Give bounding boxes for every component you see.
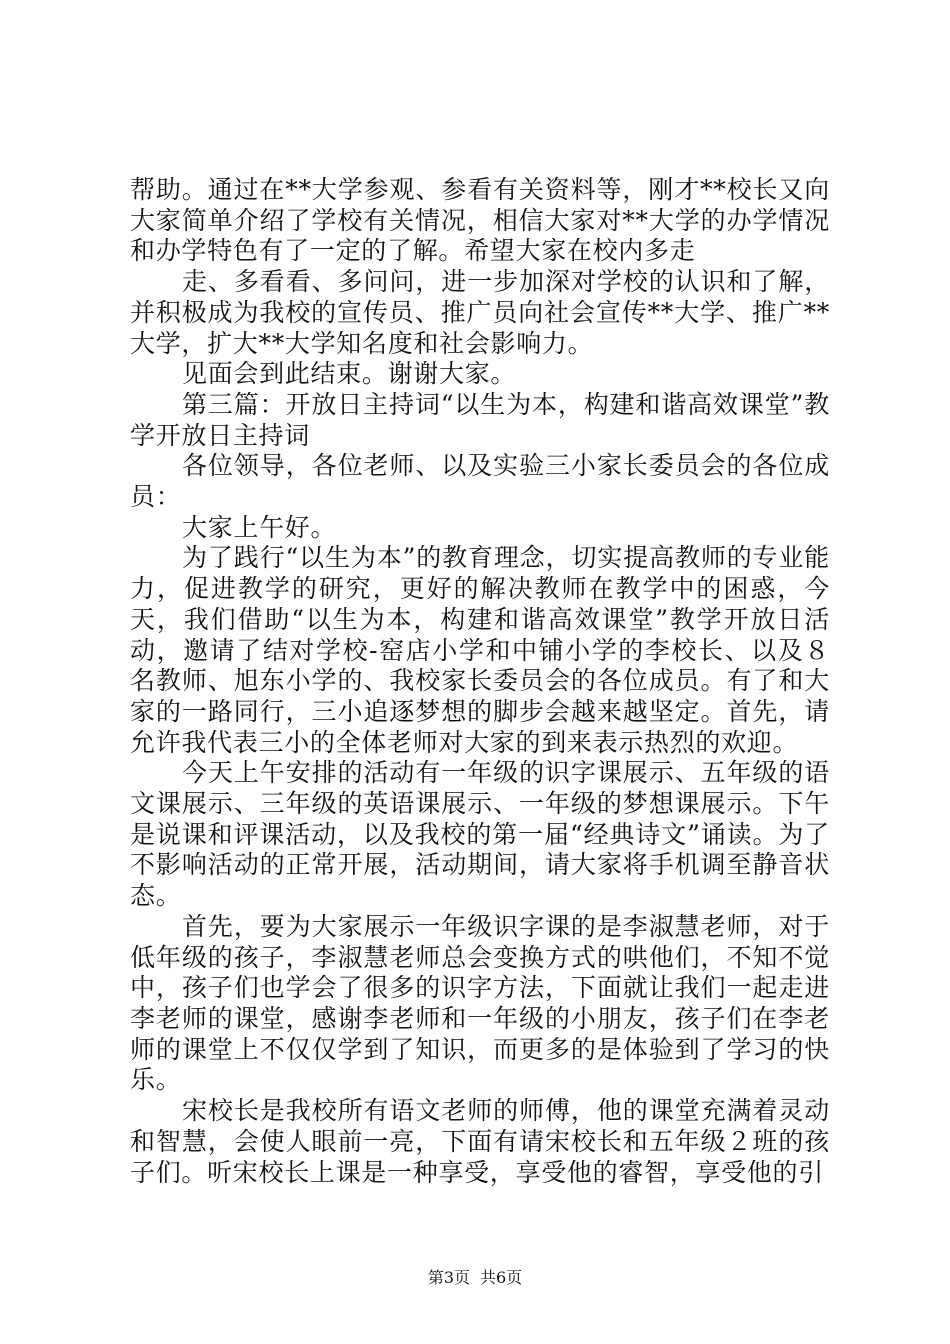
section-heading: 第三篇：开放日主持词“以生为本，构建和谐高效课堂”教学开放日主持词 — [130, 389, 830, 450]
paragraph-7: 为了践行“以生为本”的教育理念，切实提高教师的专业能力，促进教学的研究，更好的解决教师在教学中的困惑，今天，我们借助“以生为本，构建和谐高效课堂”教学开放日活动，邀请了结对学校-窑店小学和中铺小学的李校长、以及８名教师、旭东小学的、我校家长委员会的各位成员。有了和大家的一路同行，三小追逐梦想的脚步会越来越坚定。首先，请允许我代表三小的全体老师对大家的到来表示热烈的欢迎。 — [130, 543, 830, 757]
paragraph-8: 今天上午安排的活动有一年级的识字课展示、五年级的语文课展示、三年级的英语课展示、一年级的梦想课展示。下午是说课和评课活动，以及我校的第一届“经典诗文”诵读。为了不影响活动的正常开展，活动期间，请大家将手机调至静音状态。 — [130, 758, 830, 911]
paragraph-2: 走、多看看、多问问，进一步加深对学校的认识和了解，并积极成为我校的宣传员、推广员向社会宣传**大学、推广**大学，扩大**大学知名度和社会影响力。 — [130, 267, 830, 358]
paragraph-greeting: 大家上午好。 — [182, 512, 337, 542]
paragraph-1: 帮助。通过在**大学参观、参看有关资料等，刚才**校长又向大家简单介绍了学校有关情况，相信大家对**大学的办学情况和办学特色有了一定的了解。希望大家在校内多走 — [130, 175, 830, 266]
paragraph-salutation: 各位领导，各位老师、以及实验三小家长委员会的各位成员： — [130, 451, 830, 512]
page-footer — [0, 1268, 950, 1288]
page-total: 共6页 — [480, 1268, 523, 1287]
page-number: 第3页 — [427, 1268, 470, 1287]
paragraph-3: 见面会到此结束。谢谢大家。 — [182, 359, 517, 389]
paragraph-10: 宋校长是我校所有语文老师的师傅，他的课堂充满着灵动和智慧，会使人眼前一亮，下面有请宋校长和五年级２班的孩子们。听宋校长上课是一种享受，享受他的睿智，享受他的引 — [130, 1096, 830, 1187]
paragraph-9: 首先，要为大家展示一年级识字课的是李淑慧老师，对于低年级的孩子，李淑慧老师总会变换方式的哄他们，不知不觉中，孩子们也学会了很多的识字方法，下面就让我们一起走进李老师的课堂，感谢李老师和一年级的小朋友，孩子们在李老师的课堂上不仅仅学到了知识，而更多的是体验到了学习的快乐。 — [130, 911, 830, 1095]
document-body — [130, 175, 830, 1188]
